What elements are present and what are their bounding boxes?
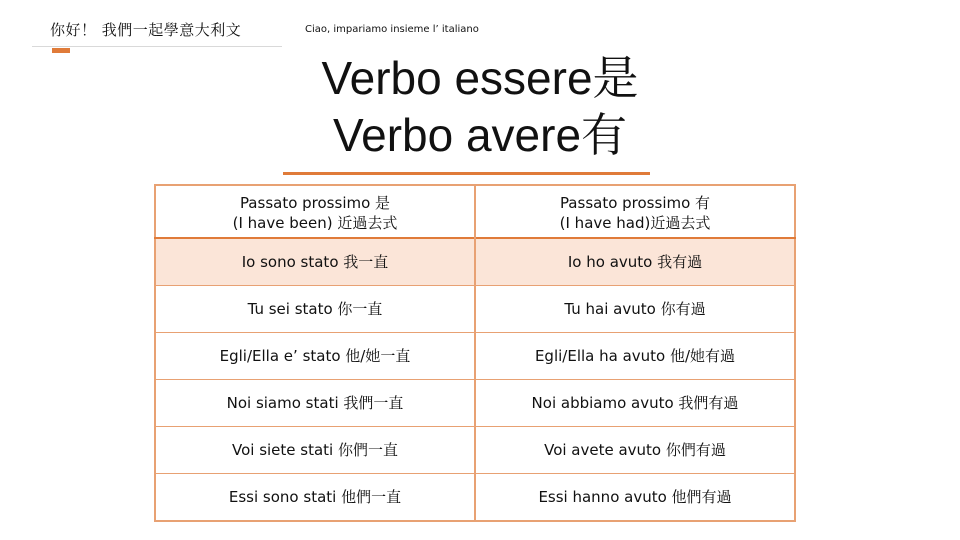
table-header-row: [155, 185, 795, 238]
table-row: [155, 286, 795, 333]
table-row: [155, 238, 795, 286]
table-row: [155, 380, 795, 427]
conjugation-table: [154, 184, 796, 522]
cell-avere: Voi avete avuto 你們有過: [475, 427, 795, 474]
table-row: [155, 333, 795, 380]
header-cell-essere: [155, 185, 475, 238]
header-essere-title: Passato prossimo 是: [239, 193, 391, 212]
table-row: [155, 427, 795, 474]
cell-avere: Io ho avuto 我有過: [475, 238, 795, 286]
cell-essere: Io sono stato 我一直: [155, 238, 475, 286]
header-accent-bar: [52, 48, 70, 53]
slide-header-chinese: 你好！ 我們一起學意大利文: [50, 21, 242, 39]
slide-header-italian: Ciao, impariamo insieme l’ italiano: [305, 24, 479, 35]
title-underline: [283, 172, 650, 175]
header-essere-subtitle: (I have been) 近過去式: [232, 213, 398, 232]
cell-essere: Egli/Ella e’ stato 他/她一直: [155, 333, 475, 380]
header-avere-subtitle: (I have had)近過去式: [559, 213, 711, 232]
cell-essere: Essi sono stati 他們一直: [155, 474, 475, 522]
header-cell-avere: [475, 185, 795, 238]
cell-essere: Tu sei stato 你一直: [155, 286, 475, 333]
cell-avere: Essi hanno avuto 他們有過: [475, 474, 795, 522]
slide-title: [300, 50, 660, 164]
header-divider: [32, 46, 282, 47]
cell-essere: Noi siamo stati 我們一直: [155, 380, 475, 427]
cell-avere: Tu hai avuto 你有過: [475, 286, 795, 333]
title-line-avere: Verbo avere有: [332, 109, 628, 161]
table-row: [155, 474, 795, 522]
cell-avere: Noi abbiamo avuto 我們有過: [475, 380, 795, 427]
cell-essere: Voi siete stati 你們一直: [155, 427, 475, 474]
title-line-essere: Verbo essere是: [321, 52, 639, 104]
header-avere-title: Passato prossimo 有: [559, 193, 711, 212]
cell-avere: Egli/Ella ha avuto 他/她有過: [475, 333, 795, 380]
